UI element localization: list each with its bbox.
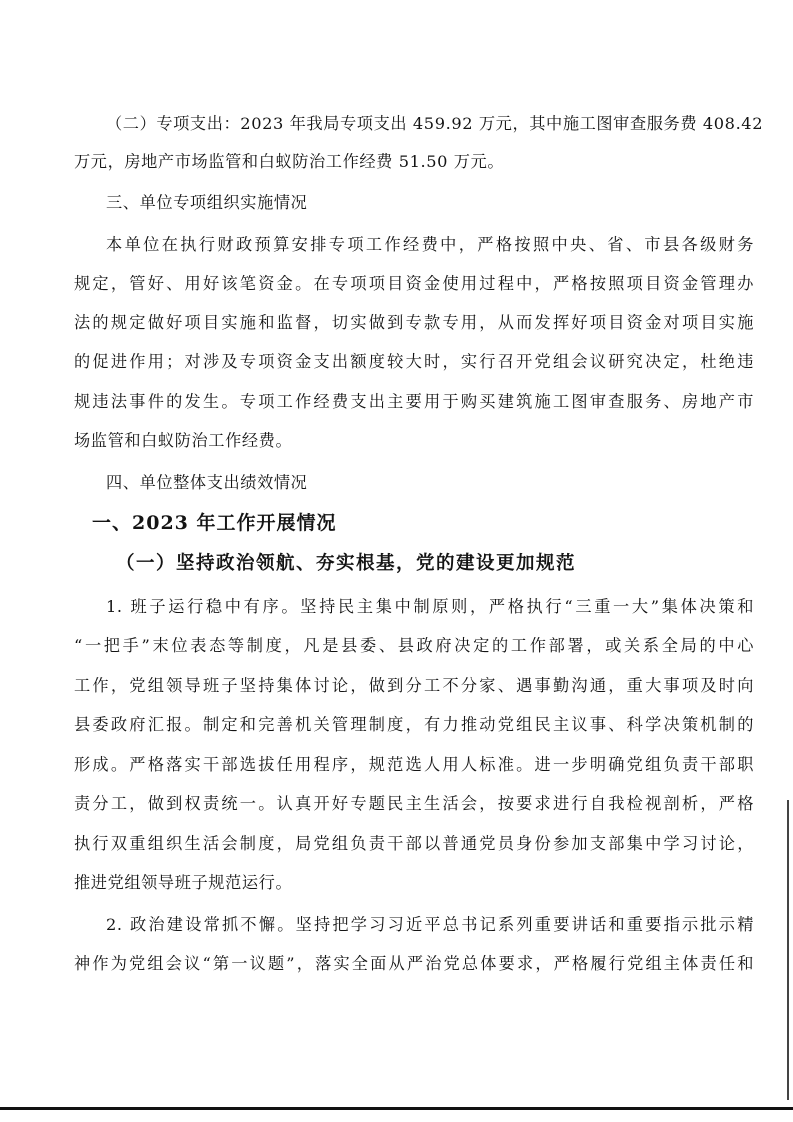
paragraph-team-operation-line-3: 工作，党组领导班子坚持集体讨论，做到分工不分家、遇事勤沟通，重大事项及时向 [74,676,754,695]
paragraph-implementation-line-6: 场监管和白蚁防治工作经费。 [74,431,293,450]
paragraph-special-expenditure-line-1: （二）专项支出：2023 年我局专项支出 459.92 万元，其中施工图审查服务费 408.42 [106,114,764,133]
paragraph-team-operation-line-1: 1. 班子运行稳中有序。坚持民主集中制原则，严格执行“三重一大”集体决策和 [106,597,754,616]
paragraph-implementation-line-3: 法的规定做好项目实施和监督，切实做到专款专用，从而发挥好项目资金对项目实施 [74,313,754,332]
subheading-party-building: （一）坚持政治领航、夯实根基，党的建设更加规范 [116,553,577,574]
heading-work-progress: 一、2023 年工作开展情况 [92,512,337,534]
section-4-title: 四、单位整体支出绩效情况 [106,473,308,492]
section-3-title: 三、单位专项组织实施情况 [106,193,308,212]
paragraph-political-construction-line-2: 神作为党组会议“第一议题”，落实全面从严治党总体要求，严格履行党组主体责任和 [74,954,754,973]
paragraph-team-operation-line-5: 形成。严格落实干部选拔任用程序，规范选人用人标准。进一步明确党组负责干部职 [74,755,754,774]
paragraph-team-operation-line-7: 执行双重组织生活会制度，局党组负责干部以普通党员身份参加支部集中学习讨论， [74,834,754,853]
paragraph-team-operation-line-4: 县委政府汇报。制定和完善机关管理制度，有力推动党组民主议事、科学决策机制的 [74,715,754,734]
scan-edge-mark [787,800,789,1100]
scan-bottom-rule [0,1107,793,1110]
paragraph-team-operation-line-2: “一把手”末位表态等制度，凡是县委、县政府决定的工作部署，或关系全局的中心 [74,636,754,655]
paragraph-implementation-line-2: 规定，管好、用好该笔资金。在专项项目资金使用过程中，严格按照项目资金管理办 [74,274,754,293]
paragraph-team-operation-line-6: 责分工，做到权责统一。认真开好专题民主生活会，按要求进行自我检视剖析，严格 [74,794,754,813]
paragraph-implementation-line-5: 规违法事件的发生。专项工作经费支出主要用于购买建筑施工图审查服务、房地产市 [74,392,754,411]
paragraph-team-operation-line-8: 推进党组领导班子规范运行。 [74,873,293,892]
paragraph-special-expenditure-line-2: 万元，房地产市场监管和白蚁防治工作经费 51.50 万元。 [74,152,505,171]
paragraph-implementation-line-4: 的促进作用；对涉及专项资金支出额度较大时，实行召开党组会议研究决定，杜绝违 [74,352,754,371]
paragraph-political-construction-line-1: 2. 政治建设常抓不懈。坚持把学习习近平总书记系列重要讲话和重要指示批示精 [106,915,754,934]
paragraph-implementation-line-1: 本单位在执行财政预算安排专项工作经费中，严格按照中央、省、市县各级财务 [106,235,754,254]
